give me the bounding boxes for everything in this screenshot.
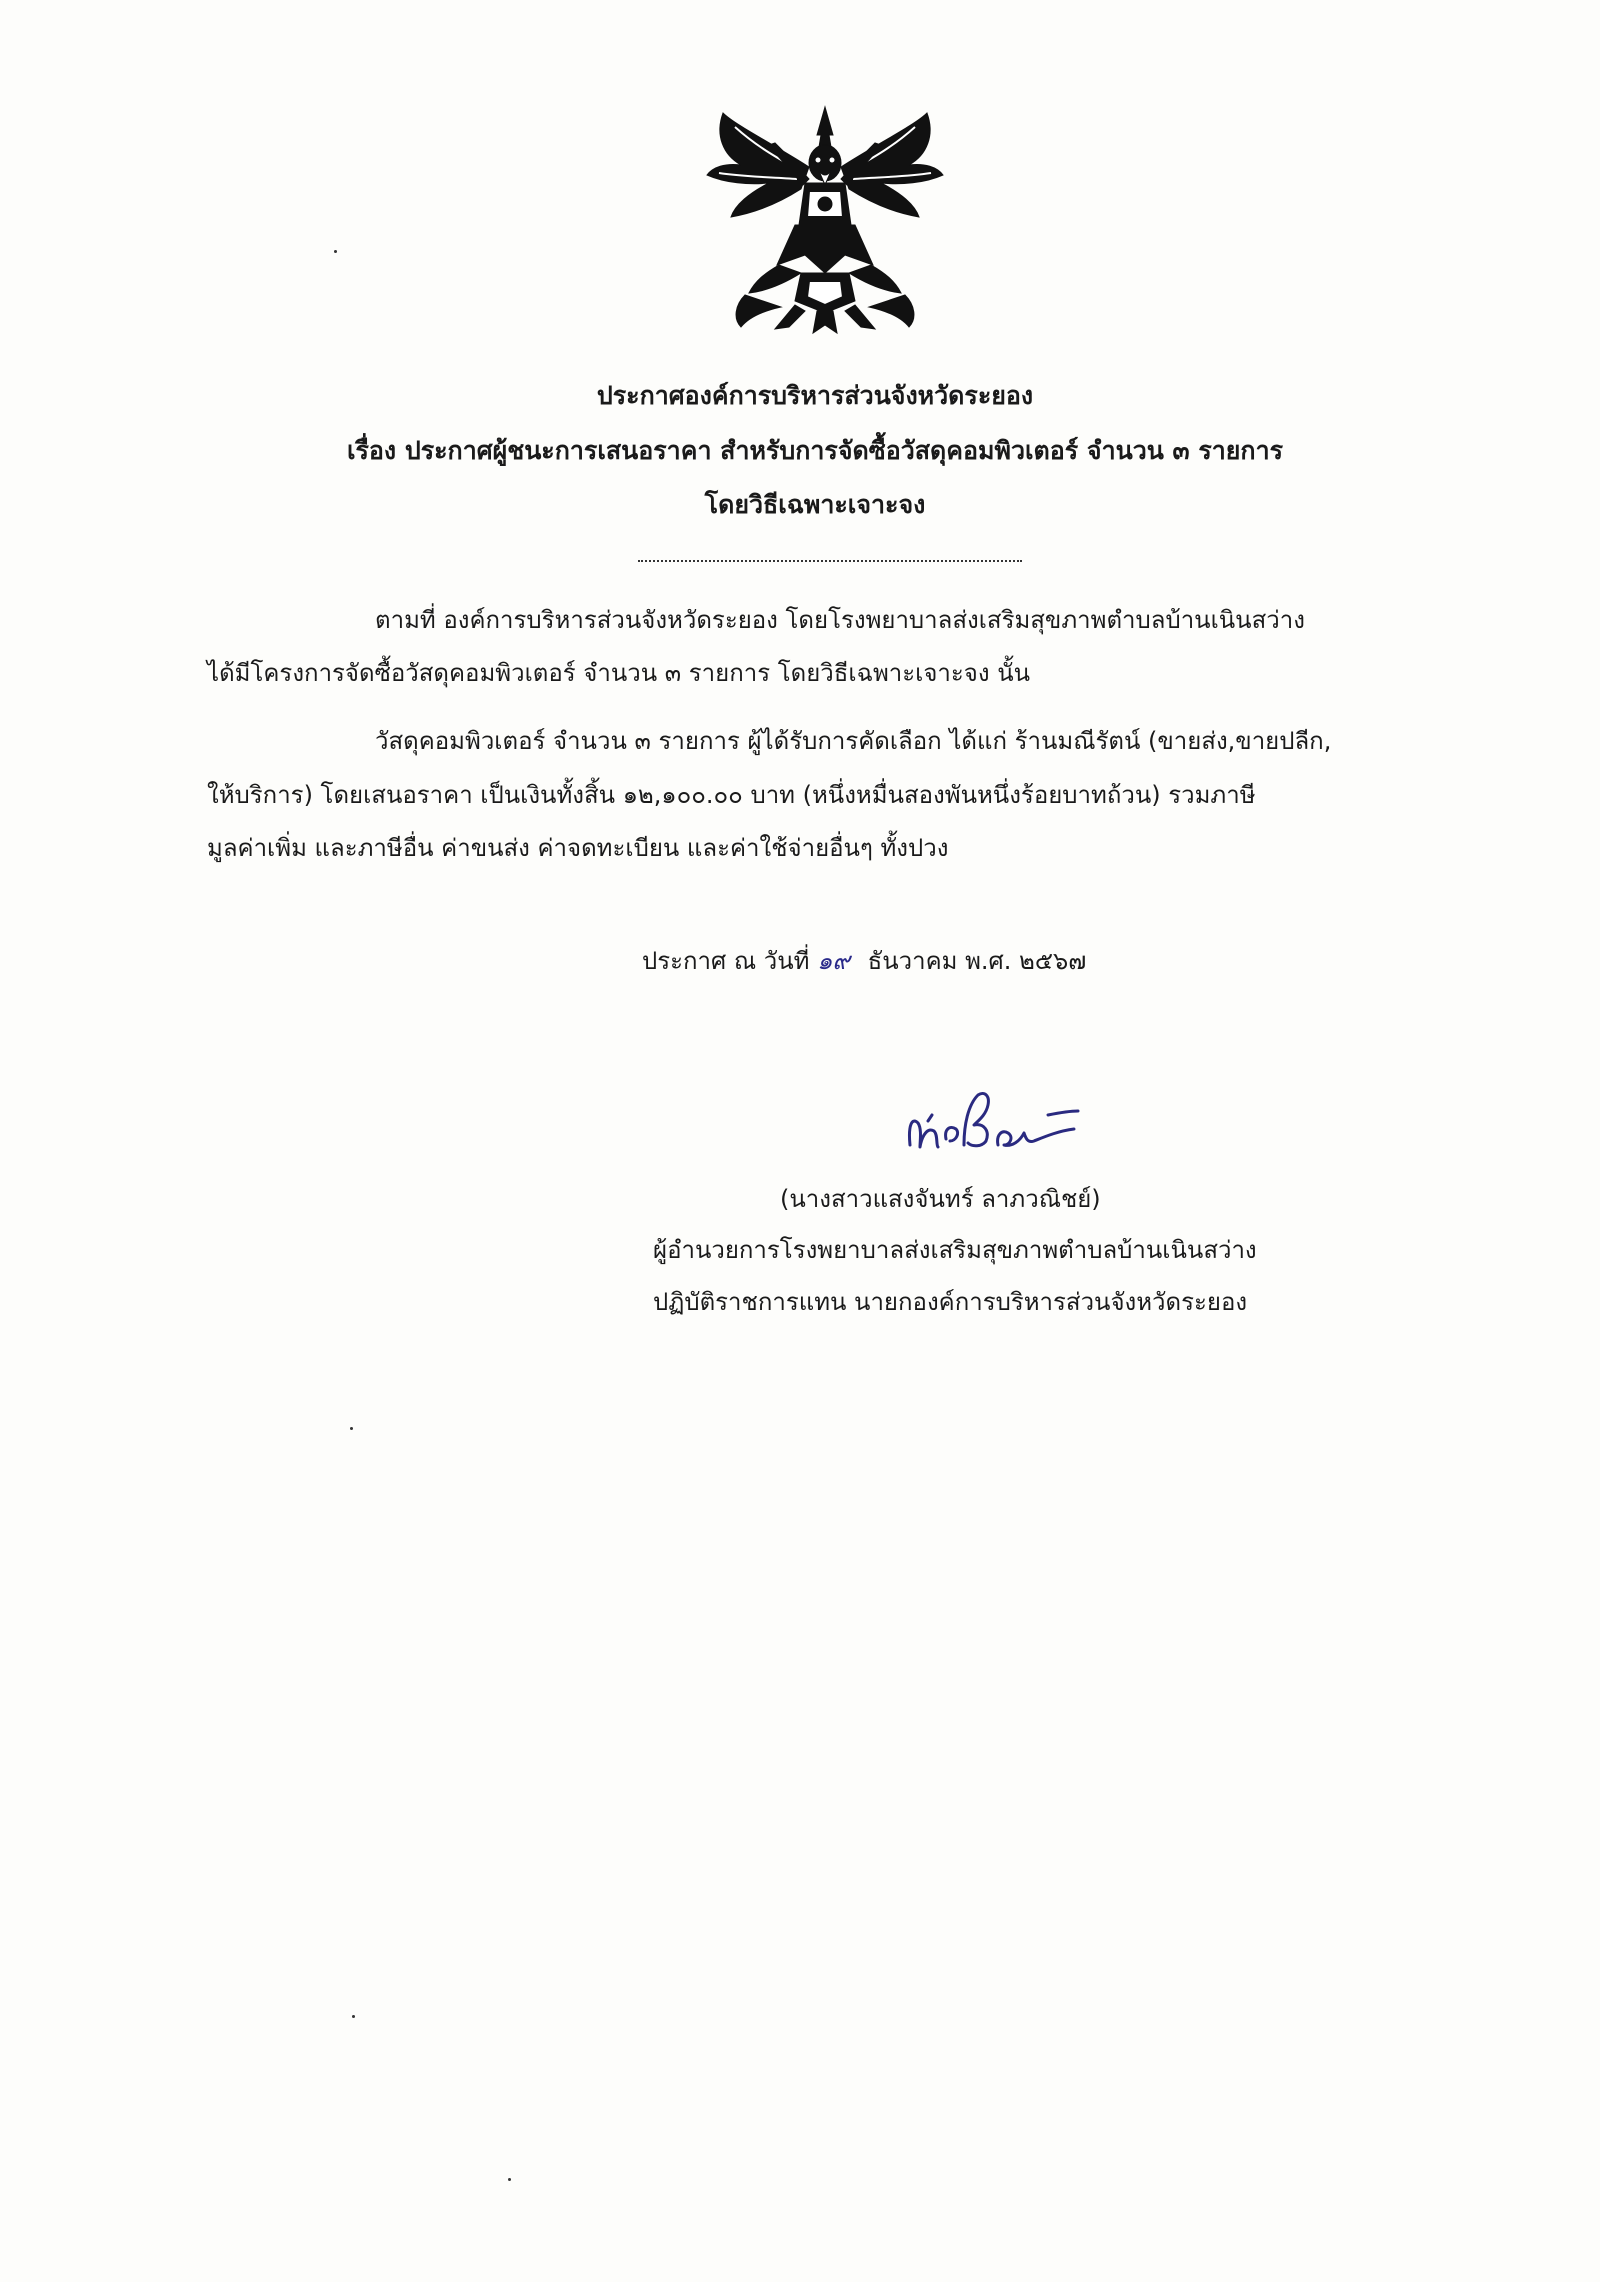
- signatory-position-2: ปฏิบัติราชการแทน นายกองค์การบริหารส่วนจังหวัดระยอง: [653, 1288, 1248, 1316]
- signatory-name: (นางสาวแสงจันทร์ ลาภวณิชย์): [780, 1185, 1101, 1213]
- announcement-date: [642, 943, 1086, 979]
- scan-speck: [350, 1427, 353, 1430]
- scan-speck: [334, 250, 337, 253]
- signatory-position-1: ผู้อำนวยการโรงพยาบาลส่งเสริมสุขภาพตำบลบ้านเนินสว่าง: [653, 1236, 1257, 1264]
- date-month-year: ธันวาคม พ.ศ. ๒๕๖๗: [867, 947, 1087, 975]
- paragraph-1-line-2: ได้มีโครงการจัดซื้อวัสดุคอมพิวเตอร์ จำนวน ๓ รายการ โดยวิธีเฉพาะเจาะจง นั้น: [207, 659, 1031, 687]
- date-day: ๑๙: [817, 947, 850, 975]
- handwritten-signature: [898, 1075, 1128, 1165]
- date-prefix: ประกาศ ณ วันที่: [642, 947, 810, 975]
- garuda-emblem-icon: [705, 105, 945, 335]
- announcement-method: โดยวิธีเฉพาะเจาะจง: [704, 490, 926, 519]
- scan-speck: [352, 2015, 355, 2018]
- scan-speck: [508, 2178, 511, 2181]
- announcement-title: ประกาศองค์การบริหารส่วนจังหวัดระยอง: [596, 381, 1034, 410]
- announcement-subject: เรื่อง ประกาศผู้ชนะการเสนอราคา สำหรับการจัดซื้อวัสดุคอมพิวเตอร์ จำนวน ๓ รายการ: [346, 436, 1284, 465]
- paragraph-1-line-1: ตามที่ องค์การบริหารส่วนจังหวัดระยอง โดยโรงพยาบาลส่งเสริมสุขภาพตำบลบ้านเนินสว่าง: [375, 606, 1305, 634]
- paragraph-2-line-2: ให้บริการ) โดยเสนอราคา เป็นเงินทั้งสิ้น ๑๒,๑๐๐.๐๐ บาท (หนึ่งหมื่นสองพันหนึ่งร้อยบาทถ้วน) รวมภาษี: [207, 781, 1256, 809]
- paragraph-2-line-1: วัสดุคอมพิวเตอร์ จำนวน ๓ รายการ ผู้ได้รับการคัดเลือก ได้แก่ ร้านมณีรัตน์ (ขายส่ง,ขายปลีก,: [375, 727, 1332, 755]
- dotted-divider: [638, 560, 1022, 562]
- paragraph-2-line-3: มูลค่าเพิ่ม และภาษีอื่น ค่าขนส่ง ค่าจดทะเบียน และค่าใช้จ่ายอื่นๆ ทั้งปวง: [207, 834, 949, 862]
